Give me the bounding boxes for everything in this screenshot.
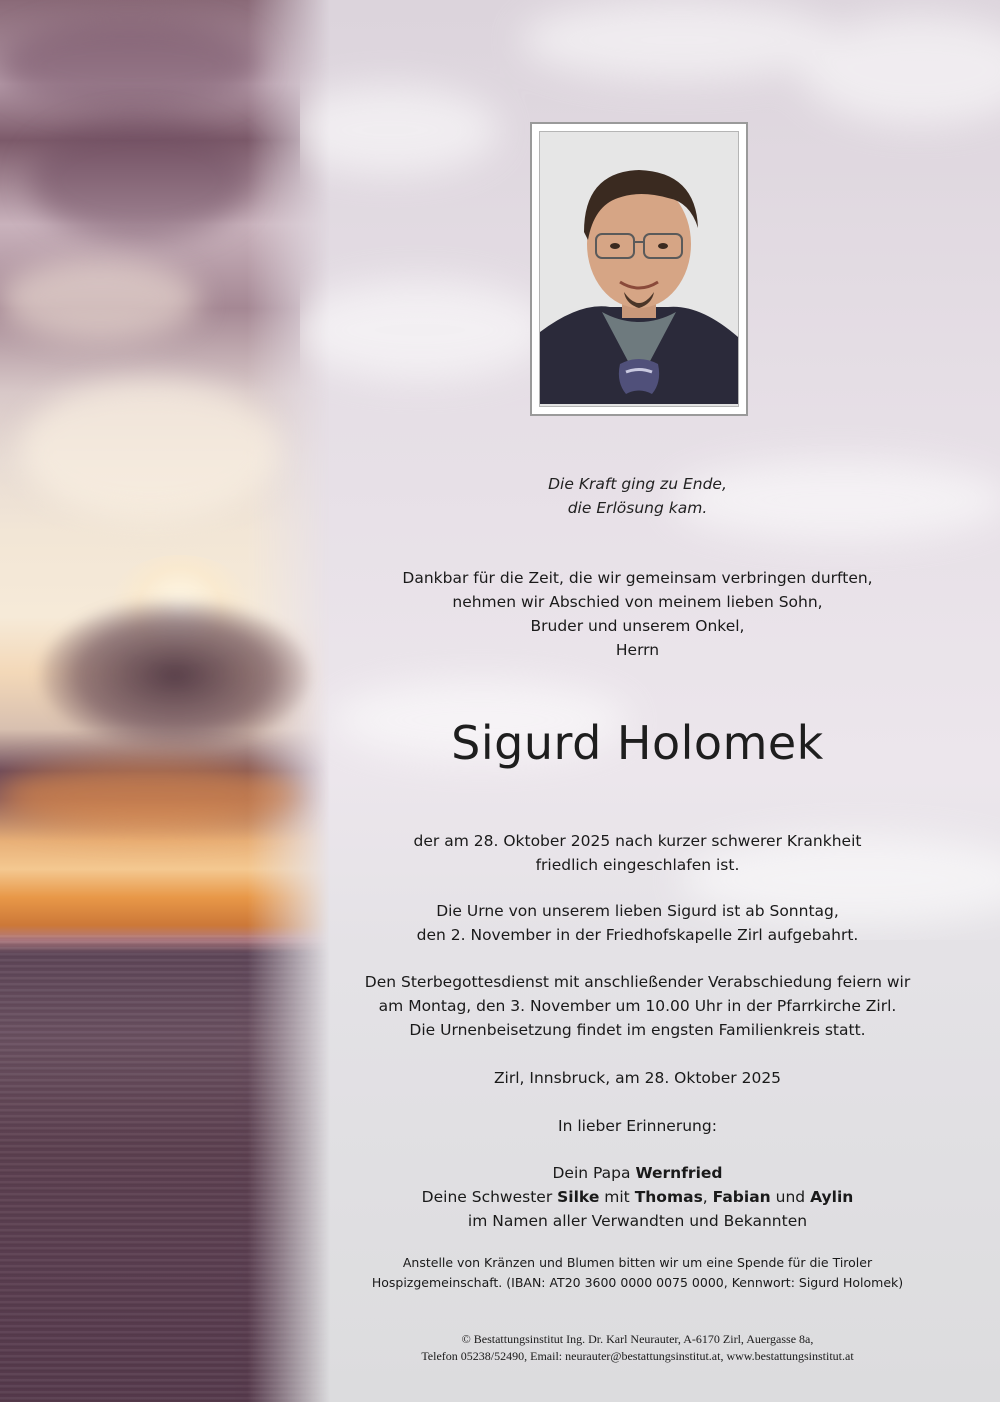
portrait-frame bbox=[530, 122, 748, 416]
donation-request bbox=[345, 1253, 930, 1293]
death-notice bbox=[345, 829, 930, 877]
quote-line: die Erlösung kam. bbox=[567, 499, 708, 517]
intro-line: Herrn bbox=[615, 641, 660, 659]
death-notice-line: der am 28. Oktober 2025 nach kurzer schwerer Krankheit bbox=[413, 832, 862, 850]
deceased-name: Sigurd Holomek bbox=[451, 716, 824, 770]
family-line-sister bbox=[345, 1185, 930, 1209]
with-word: mit bbox=[604, 1188, 630, 1206]
cloud-shape bbox=[30, 120, 250, 240]
quote bbox=[345, 472, 930, 520]
family-line-papa bbox=[345, 1161, 930, 1185]
cloud-shape bbox=[0, 260, 200, 340]
intro-line: Dankbar für die Zeit, die wir gemeinsam verbringen durften, bbox=[402, 569, 873, 587]
place-date: Zirl, Innsbruck, am 28. Oktober 2025 bbox=[493, 1069, 782, 1087]
cloud-shape bbox=[20, 380, 280, 520]
quote-line: Die Kraft ging zu Ende, bbox=[548, 475, 727, 493]
sister-prefix: Deine Schwester bbox=[421, 1188, 553, 1206]
intro-line: nehmen wir Abschied von meinem lieben Sohn, bbox=[452, 593, 823, 611]
donation-line: Hospizgemeinschaft. (IBAN: AT20 3600 0000 0075 0000, Kennwort: Sigurd Holomek) bbox=[371, 1275, 904, 1290]
child-name: Fabian bbox=[712, 1188, 771, 1206]
sister-name: Silke bbox=[557, 1188, 600, 1206]
family-line-relatives: im Namen aller Verwandten und Bekannten bbox=[467, 1212, 808, 1230]
memory-label: In lieber Erinnerung: bbox=[558, 1117, 717, 1135]
service-notice-line: Den Sterbegottesdienst mit anschließender Verabschiedung feiern wir bbox=[364, 973, 911, 991]
child-name: Aylin bbox=[810, 1188, 854, 1206]
papa-name: Wernfried bbox=[635, 1164, 723, 1182]
death-notice-line: friedlich eingeschlafen ist. bbox=[535, 856, 740, 874]
intro-line: Bruder und unserem Onkel, bbox=[530, 617, 745, 635]
comma: , bbox=[702, 1188, 708, 1206]
papa-prefix: Dein Papa bbox=[552, 1164, 631, 1182]
funeral-home-footer bbox=[345, 1331, 930, 1365]
and-word: und bbox=[775, 1188, 806, 1206]
service-notice-line: Die Urnenbeisetzung findet im engsten Familienkreis statt. bbox=[409, 1021, 866, 1039]
family-signature bbox=[345, 1161, 930, 1233]
urn-notice-line: den 2. November in der Friedhofskapelle Zirl aufgebahrt. bbox=[416, 926, 859, 944]
urn-notice-line: Die Urne von unserem lieben Sigurd ist ab Sonntag, bbox=[436, 902, 839, 920]
intro-text bbox=[345, 566, 930, 662]
sea-texture bbox=[0, 935, 330, 1402]
portrait-illustration bbox=[540, 132, 738, 404]
donation-line: Anstelle von Kränzen und Blumen bitten wir um eine Spende für die Tiroler bbox=[402, 1255, 873, 1270]
dark-cloud bbox=[40, 600, 310, 750]
footer-line: © Bestattungsinstitut Ing. Dr. Karl Neurauter, A-6170 Zirl, Auergasse 8a, bbox=[461, 1332, 814, 1346]
service-notice bbox=[345, 970, 930, 1042]
cloud-shape bbox=[0, 20, 260, 110]
service-notice-line: am Montag, den 3. November um 10.00 Uhr in der Pfarrkirche Zirl. bbox=[378, 997, 897, 1015]
cloud-shape bbox=[0, 760, 300, 830]
footer-line: Telefon 05238/52490, Email: neurauter@bestattungsinstitut.at, www.bestattungsinstitut.at bbox=[421, 1349, 854, 1363]
urn-notice bbox=[345, 899, 930, 947]
child-name: Thomas bbox=[634, 1188, 703, 1206]
portrait-photo bbox=[539, 131, 739, 407]
